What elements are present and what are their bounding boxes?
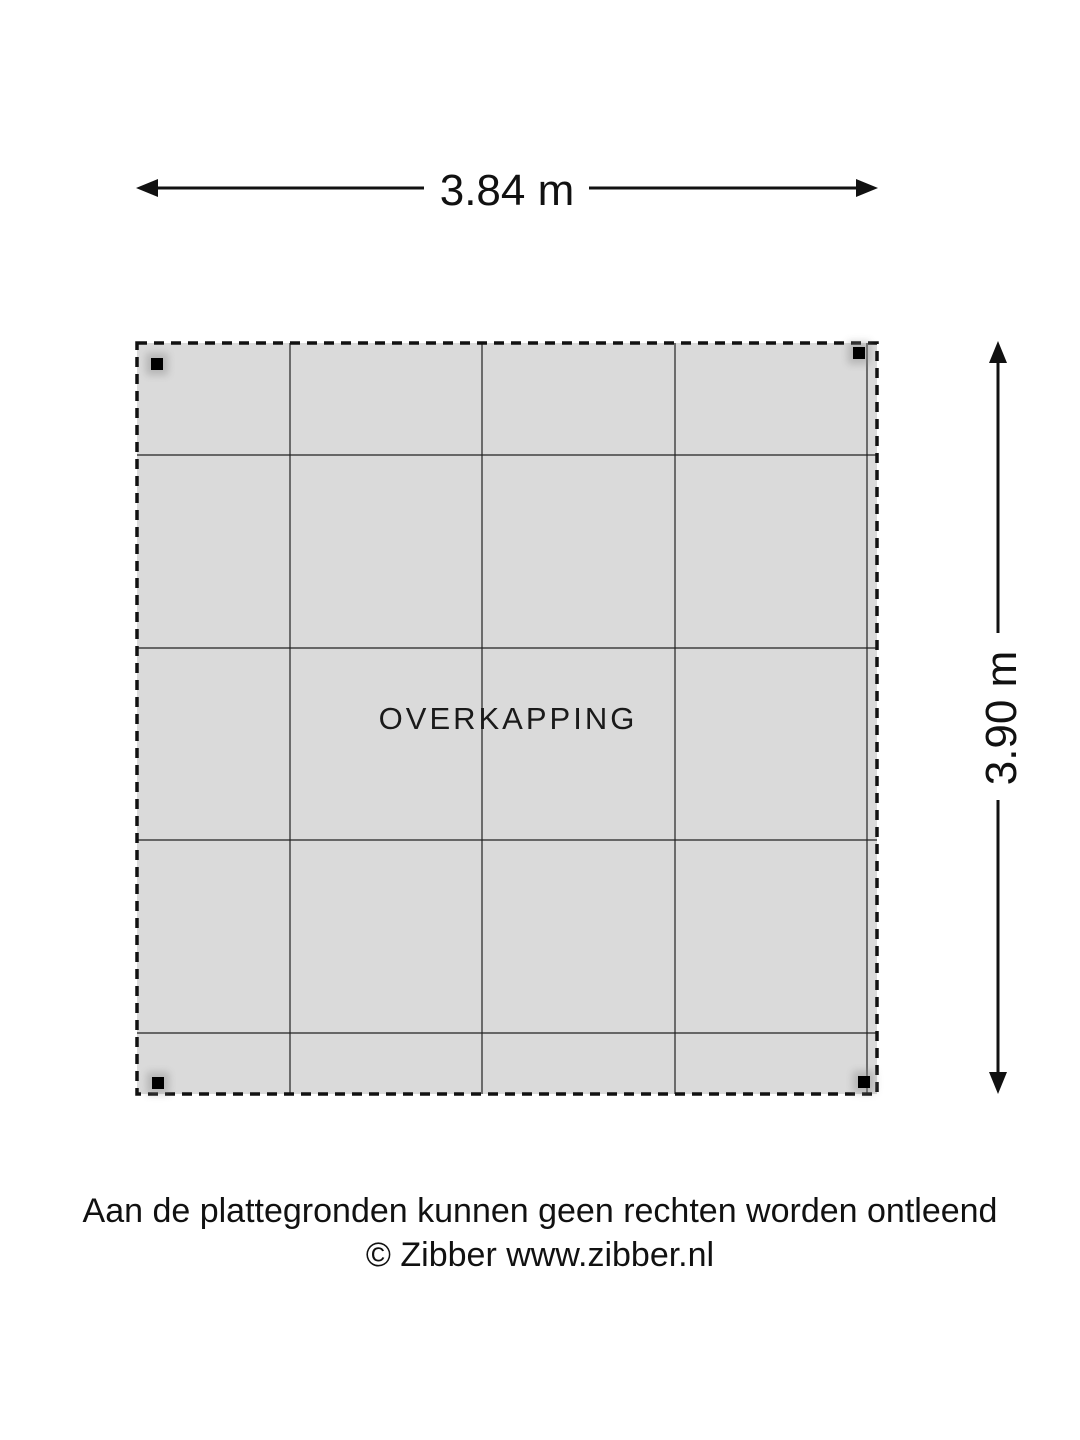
height-arrow-top-icon <box>989 341 1007 363</box>
post-icon <box>858 1076 870 1088</box>
post-icon <box>151 358 163 370</box>
width-arrow-right-icon <box>856 179 878 197</box>
disclaimer-text: Aan de plattegronden kunnen geen rechten worden ontleend <box>82 1192 998 1230</box>
post-icon <box>853 347 865 359</box>
width-label: 3.84 m <box>439 166 575 215</box>
height-dimension <box>977 341 1026 1094</box>
width-dimension <box>136 166 878 215</box>
post-icon <box>152 1077 164 1089</box>
width-arrow-left-icon <box>136 179 158 197</box>
copyright-text: © Zibber www.zibber.nl <box>365 1236 715 1274</box>
room-label: OVERKAPPING <box>378 701 638 736</box>
height-arrow-bottom-icon <box>989 1072 1007 1094</box>
height-label: 3.90 m <box>977 650 1026 786</box>
room-overkapping <box>137 342 877 1094</box>
